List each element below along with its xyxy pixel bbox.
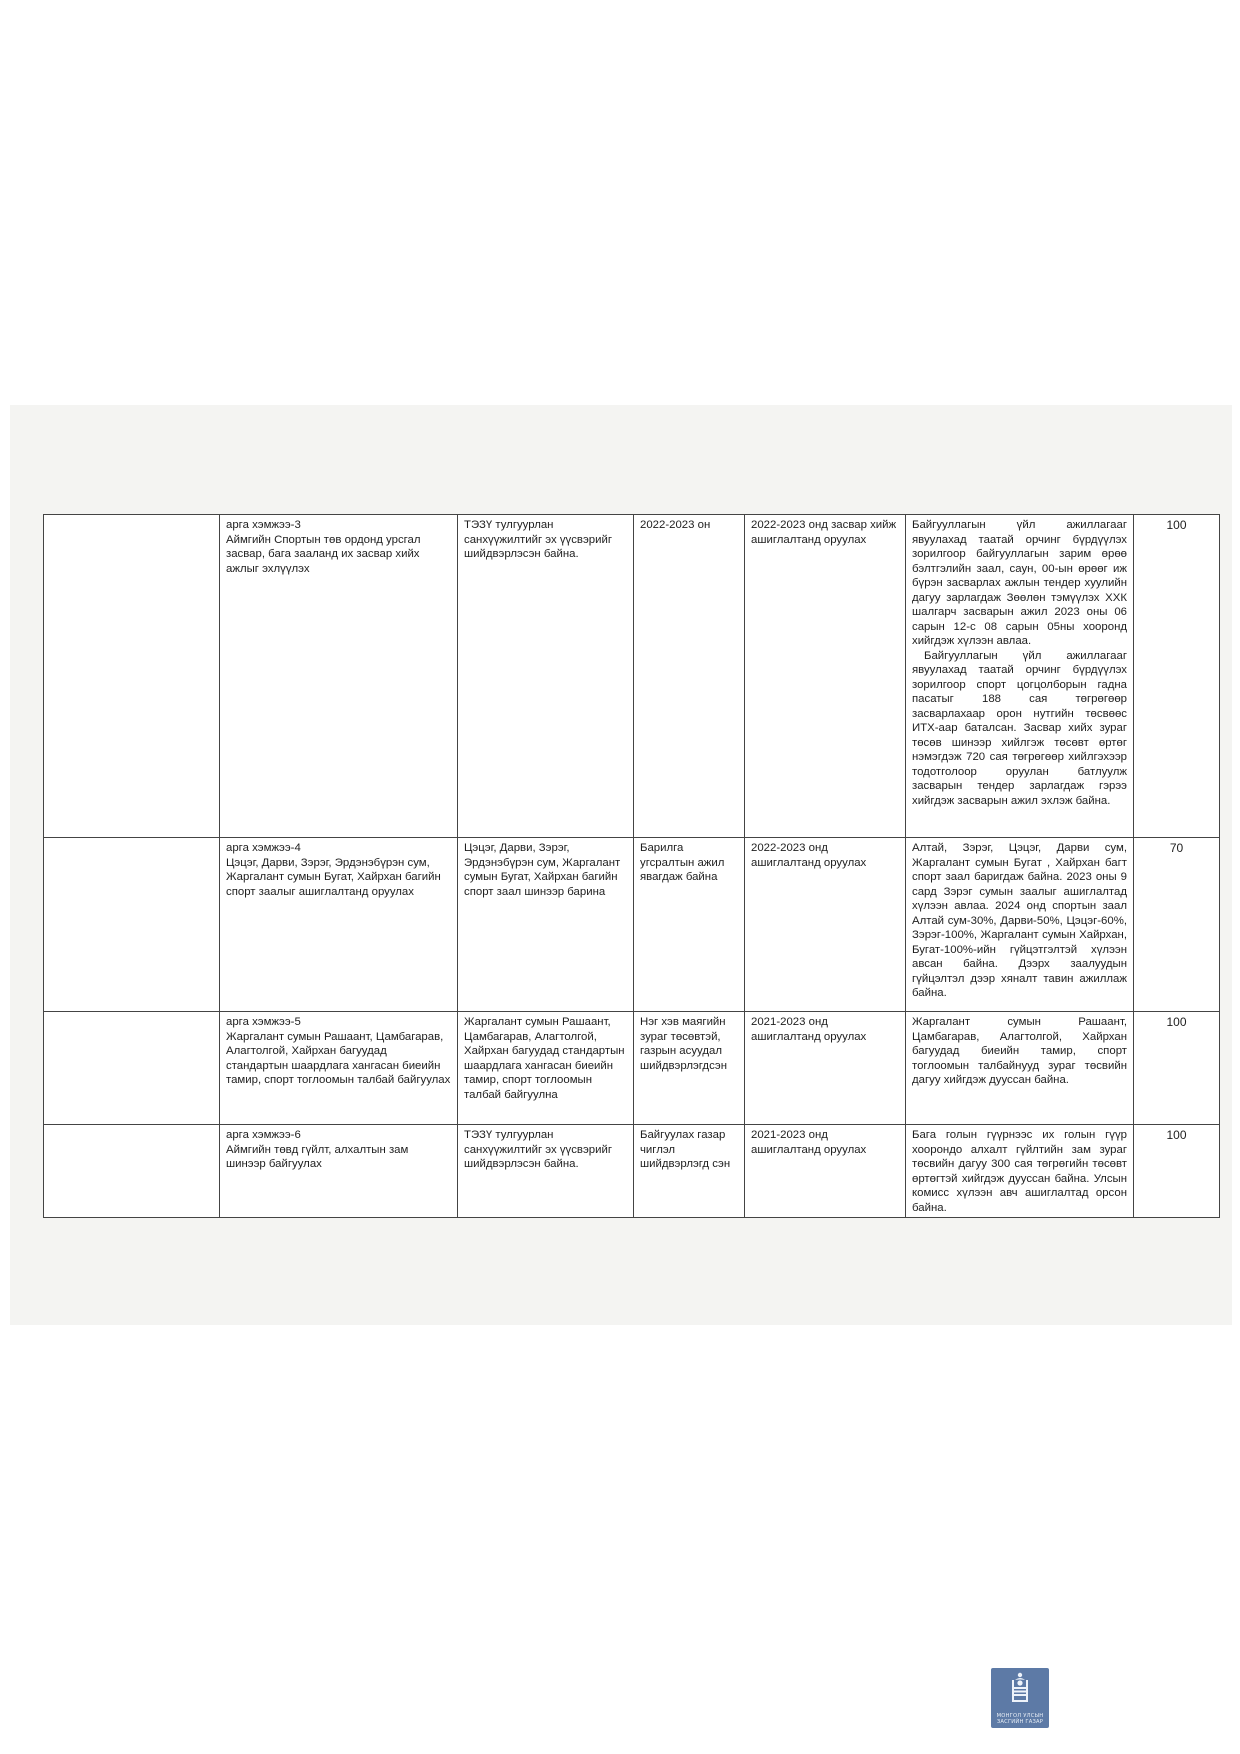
percent-cell: 100 [1134,1012,1220,1125]
row-empty-cell [44,1125,220,1218]
timeframe-cell: Барилга угсралтын ажил явагдаж байна [634,838,745,1012]
measure-code: арга хэмжээ-6 [226,1129,301,1141]
outcome-cell: Цэцэг, Дарви, Зэрэг, Эрдэнэбүрэн сум, Жаргалант сумын Бугат, Хайрхан багийн спорт заал шинээр барина [458,838,634,1012]
outcome-cell: Жаргалант сумын Рашаант, Цамбагарав, Алагтолгой, Хайрхан багуудад стандартын шаардлага хангасан биеийн тамир, спорт тоглоомын талбай байгуулна [458,1012,634,1125]
measure-cell [220,1012,458,1125]
row-empty-cell [44,515,220,838]
summary-cell [906,838,1134,1012]
soyombo-emblem-icon [1009,1672,1031,1706]
table-row [44,1012,1220,1125]
summary-paragraph: Алтай, Зэрэг, Цэцэг, Дарви сум, Жаргалант сумын Бугат , Хайрхан багт спорт заал баригдаж байна. 2023 оны 9 сард Зэрэг сумын заалыг ашиглалтад хүлээн авлаа. 2024 онд спортын заал Алтай сум-30%, Дарви-50%, Цэцэг-60%, Зэрэг-100%, Жаргалант сумын Хайрхан, Бугат-100%-ийн гүйцэтгэлтэй хүлээн авсан байна. Дээрх заалуудын гүйцэлтэл дээр хяналт тавин ажиллаж байна. [912,842,1127,999]
measure-title: Аймгийн Спортын төв ордонд урсгал засвар, бага зааланд их засвар хийх ажлыг эхлүүлэх [226,533,421,575]
outcome-cell: ТЭЗҮ тулгуурлан санхүүжилтийг эх үүсвэрийг шийдвэрлэсэн байна. [458,1125,634,1218]
measure-code: арга хэмжээ-3 [226,519,301,531]
summary-paragraph: Байгууллагын үйл ажиллагааг явуулахад таатай орчинг бүрдүүлэх зорилгоор спорт цогцолборын гадна пасатыг 188 сая төгрөгөөр засварлахаар орон нутгийн төсвөөс ИТХ-аар баталсан. Засвар хийх зураг төсөв шинээр хийлгэж төсөвт өртөг нэмэгдэж 720 сая төгрөгөөр хийлгэхээр тодотголоор оруулан батлуулж засварын тендер зарлагдаж гэрээ хийгдэж засварын ажил эхлэж байна. [912,649,1127,807]
table-row [44,838,1220,1012]
table-row [44,1125,1220,1218]
timeframe-cell: Байгуулах газар чиглэл шийдвэрлэгд сэн [634,1125,745,1218]
row-empty-cell [44,838,220,1012]
target-cell: 2022-2023 онд ашиглалтанд оруулах [745,838,906,1012]
percent-cell: 70 [1134,838,1220,1012]
measure-title: Жаргалант сумын Рашаант, Цамбагарав, Алагтолгой, Хайрхан багуудад стандартын шаардлага хангасан биеийн тамир, спорт тоглоомын талбай байгуулах [226,1030,451,1086]
logo-caption [991,1713,1049,1725]
summary-paragraph: Байгууллагын үйл ажиллагааг явуулахад таатай орчинг бүрдүүлэх зорилгоор байгууллагын зарим өрөө бэлтгэлийн заал, саун, 00-ын өрөөг иж бүрэн засварлах ажлын тендер хуулийн дагуу зарлагдаж Зөөлөн тэмүүлэх ХХК шалгарч засварын ажил 2023 оны 06 сарын 12-с 08 сарын 05ны хооронд хийгдэж хүлээн авлаа. [912,519,1127,647]
measure-code: арга хэмжээ-4 [226,842,301,854]
summary-paragraph: Бага голын гүүрнээс их голын гүүр хоорондо алхалт гүйлтийн зам зураг төсвийн дагуу 300 сая төгрөгийн төсөвт өртөгтэй хийгдэж дууссан байна. Улсын комисс хүлээн авч ашиглалтад орсон байна. [912,1129,1127,1214]
timeframe-cell: 2022-2023 он [634,515,745,838]
measure-cell [220,515,458,838]
government-logo [991,1668,1049,1728]
action-plan-table [43,514,1220,1218]
measure-cell [220,1125,458,1218]
measure-title: Аймгийн төвд гүйлт, алхалтын зам шинээр байгуулах [226,1143,409,1170]
percent-cell: 100 [1134,1125,1220,1218]
measure-cell [220,838,458,1012]
outcome-cell: ТЭЗҮ тулгуурлан санхүүжилтийг эх үүсвэрийг шийдвэрлэсэн байна. [458,515,634,838]
summary-cell [906,1012,1134,1125]
table-row [44,515,1220,838]
row-empty-cell [44,1012,220,1125]
percent-cell: 100 [1134,515,1220,838]
logo-caption-line: МОНГОЛ УЛСЫН [996,1713,1044,1719]
measure-code: арга хэмжээ-5 [226,1016,301,1028]
summary-paragraph: Жаргалант сумын Рашаант, Цамбагарав, Алагтолгой, Хайрхан багуудад биеийн тамир, спорт тоглоомын талбайнууд зураг төсвийн дагуу хийгдэж дууссан байна. [912,1016,1127,1086]
summary-cell [906,1125,1134,1218]
logo-caption-line: ЗАСГИЙН ГАЗАР [996,1719,1044,1725]
target-cell: 2022-2023 онд засвар хийж ашиглалтанд оруулах [745,515,906,838]
timeframe-cell: Нэг хэв маягийн зураг төсөвтэй, газрын асуудал шийдвэрлэгдсэн [634,1012,745,1125]
target-cell: 2021-2023 онд ашиглалтанд оруулах [745,1125,906,1218]
target-cell: 2021-2023 онд ашиглалтанд оруулах [745,1012,906,1125]
summary-cell [906,515,1134,838]
measure-title: Цэцэг, Дарви, Зэрэг, Эрдэнэбүрэн сум, Жаргалант сумын Бугат, Хайрхан багийн спорт заалыг ашиглалтанд оруулах [226,856,441,898]
